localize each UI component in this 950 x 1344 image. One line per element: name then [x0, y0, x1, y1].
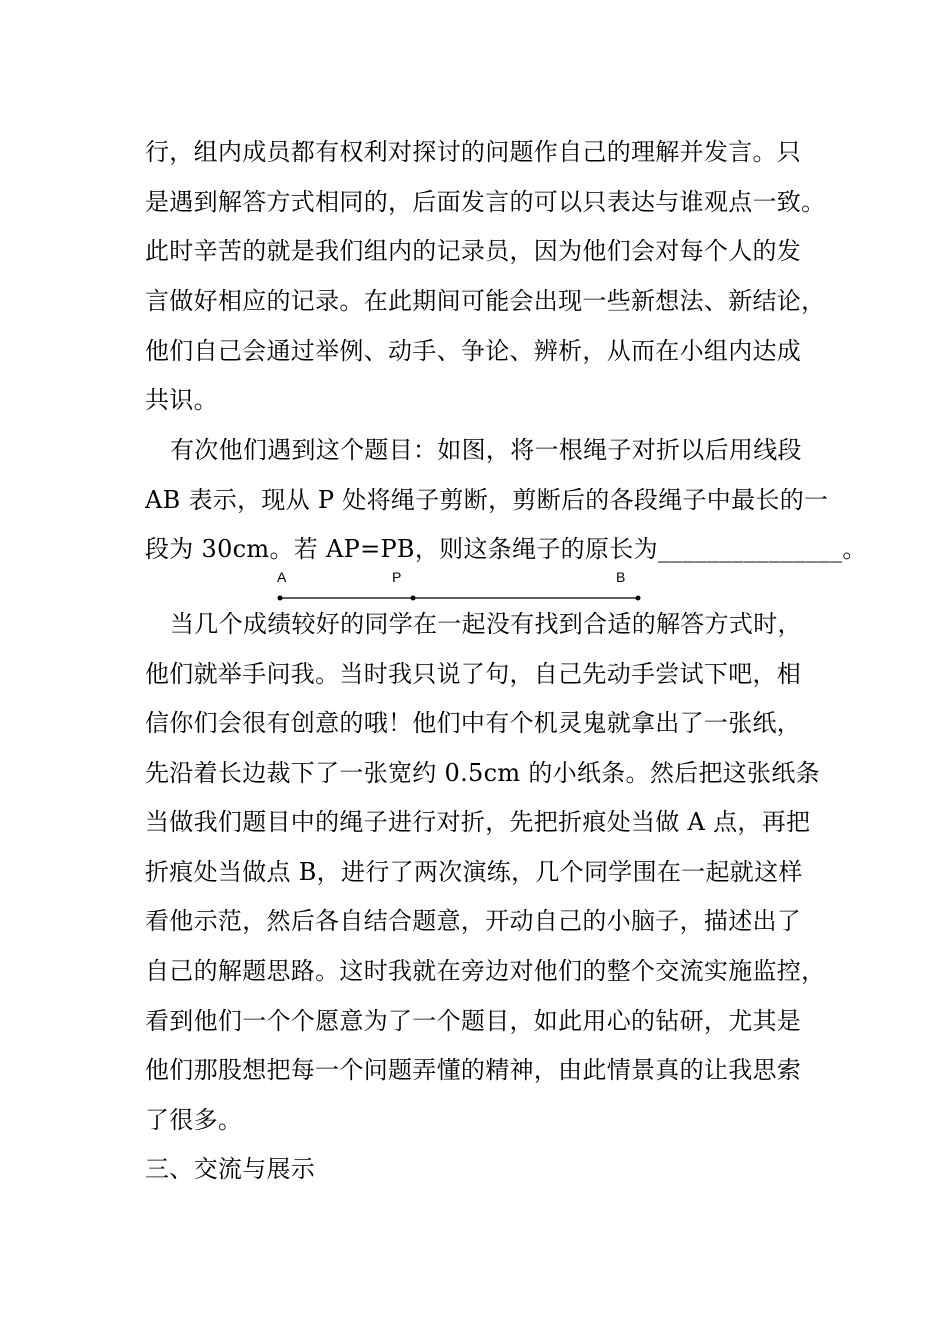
paragraph-2-line-3: 段为 30cm。若 AP=PB，则这条绳子的原长为_______________。: [145, 535, 867, 563]
paragraph-3-line-4: 先沿着长边裁下了一张宽约 0.5cm 的小纸条。然后把这张纸条: [145, 759, 820, 787]
paragraph-1-line-3: 此时辛苦的就是我们组内的记录员，因为他们会对每个人的发: [145, 237, 802, 265]
paragraph-3-line-10: 他们那股想把每一个问题弄懂的精神，由此情景真的让我思索: [145, 1056, 802, 1084]
section-heading: 三、交流与展示: [145, 1155, 316, 1183]
paragraph-3-line-5: 当做我们题目中的绳子进行对折，先把折痕处当做 A 点，再把: [145, 808, 811, 836]
paragraph-1-line-5: 他们自己会通过举例、动手、争论、辨析，从而在小组内达成: [145, 337, 802, 365]
point-p: [411, 596, 416, 601]
label-b: B: [616, 569, 626, 585]
paragraph-3-line-7: 看他示范，然后各自结合题意，开动自己的小脑子，描述出了: [145, 907, 802, 935]
paragraph-3-line-9: 看到他们一个个愿意为了一个题目，如此用心的钻研，尤其是: [145, 1007, 802, 1035]
point-b: [636, 596, 641, 601]
paragraph-1-line-6: 共识。: [145, 386, 218, 414]
point-a: [278, 596, 283, 601]
label-a: A: [277, 569, 287, 585]
label-p: P: [392, 569, 402, 585]
paragraph-3-line-3: 信你们会很有创意的哦！他们中有个机灵鬼就拿出了一张纸，: [145, 709, 802, 737]
paragraph-2-line-1: 有次他们遇到这个题目：如图，将一根绳子对折以后用线段: [170, 436, 802, 464]
paragraph-3-line-2: 他们就举手问我。当时我只说了句，自己先动手尝试下吧，相: [145, 660, 802, 688]
paragraph-3-line-6: 折痕处当做点 B，进行了两次演练，几个同学围在一起就这样: [145, 858, 803, 886]
paragraph-3-line-11: 了很多。: [145, 1106, 243, 1134]
segment-ab-figure: [265, 565, 665, 610]
paragraph-1-line-2: 是遇到解答方式相同的，后面发言的可以只表达与谁观点一致。: [145, 188, 826, 216]
paragraph-2-line-2: AB 表示，现从 P 处将绳子剪断，剪断后的各段绳子中最长的一: [145, 486, 829, 514]
paragraph-1-line-1: 行，组内成员都有权利对探讨的问题作自己的理解并发言。只: [145, 138, 802, 166]
paragraph-3-line-1: 当几个成绩较好的同学在一起没有找到合适的解答方式时，: [170, 610, 802, 638]
paragraph-1-line-4: 言做好相应的记录。在此期间可能会出现一些新想法、新结论，: [145, 287, 826, 315]
paragraph-3-line-8: 自己的解题思路。这时我就在旁边对他们的整个交流实施监控，: [145, 957, 826, 985]
